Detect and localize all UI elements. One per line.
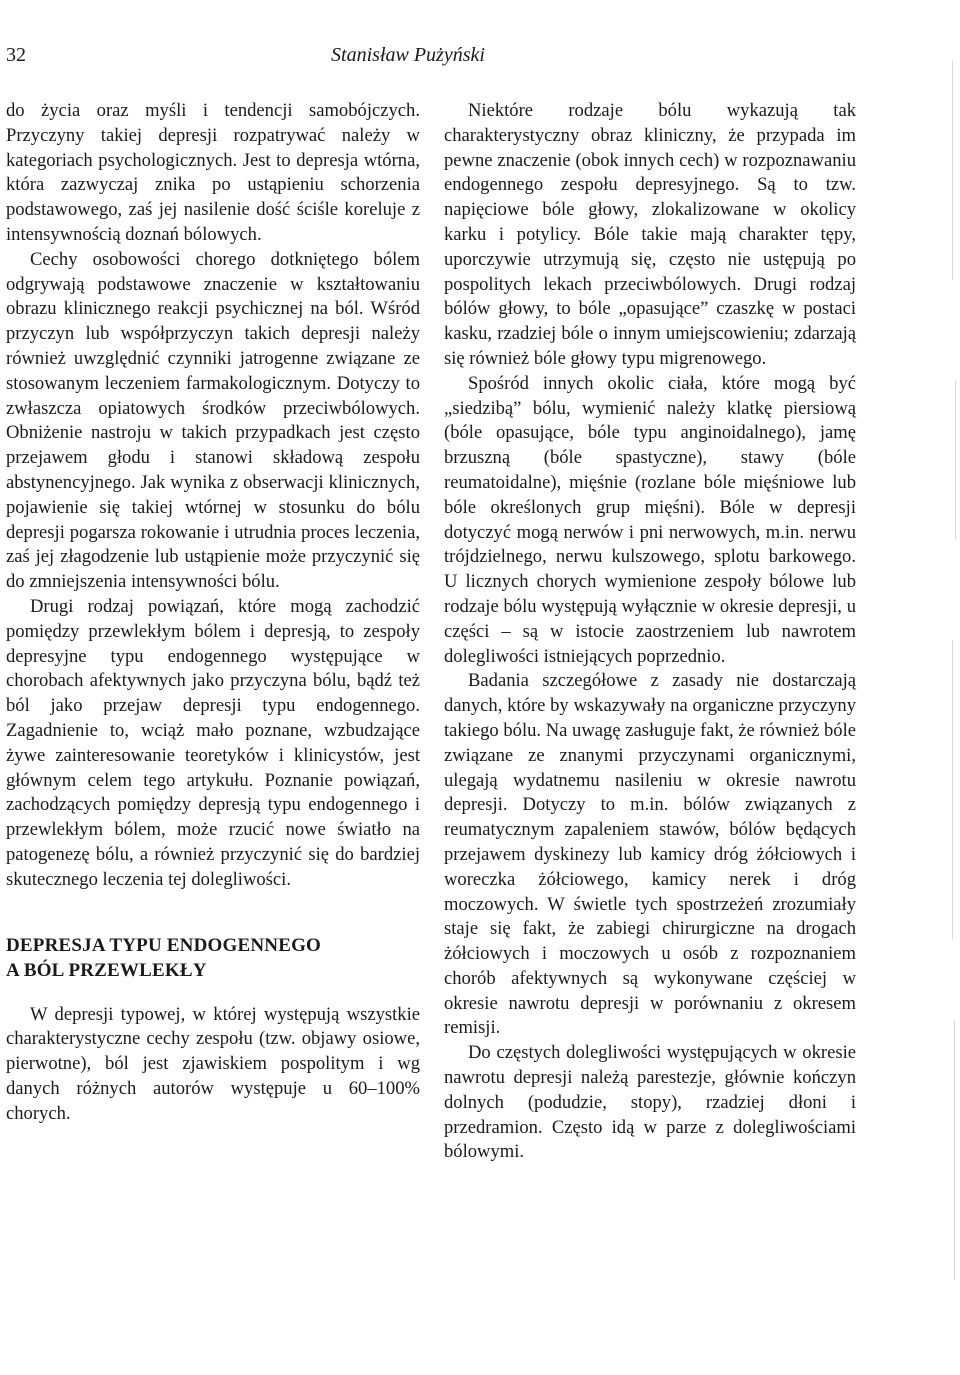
section-heading [6, 933, 420, 983]
page-number: 32 [6, 44, 26, 66]
spacer [6, 983, 420, 1003]
paragraph: Badania szczegółowe z zasady nie dostarczają danych, które by wskazywały na organiczne przyczyny takiego bólu. Na uwagę zasługuje fakt, że również bóle związane ze znanymi przyczynami organicznymi, ulegają wydatnemu nasileniu w okresie nawrotu depresji. Dotyczy to m.in. bólów związanych z reumatycznym zapaleniem stawów, bólów będących przejawem dyskinezy lub kamicy dróg żółciowych i woreczka żółciowego, kamicy nerek i dróg moczowych. W świetle tych spostrzeżeń zrozumiały staje się fakt, że zabiegi chirurgiczne na drogach żółciowych i moczowych u osób z rozpoznaniem chorób afektywnych są wykonywane częściej w okresie nawrotu depresji w porównaniu z okresem remisji. [444, 670, 857, 1039]
section-heading-line: A BÓL PRZEWLEKŁY [6, 959, 207, 981]
paragraph: Niektóre rodzaje bólu wykazują tak charakterystyczny obraz kliniczny, że przypada im pewne znaczenie (obok innych cech) w rozpoznawaniu endogennego zespołu depresyjnego. Są to tzw. napięciowe bóle głowy, zlokalizowane w okolicy karku i potylicy. Bóle takie mają charakter tępy, uporczywie utrzymują się, często nie ustępują po pospolitych lekach przeciwbólowych. Drugi rodzaj bólów głowy, to bóle „opasujące” czaszkę w postaci kasku, rzadziej bóle o innym umiejscowieniu; zdarzają się również bóle głowy typu migrenowego. [444, 100, 856, 369]
spacer [6, 893, 420, 933]
page-header [0, 44, 960, 74]
paragraph: Spośród innych okolic ciała, które mogą być „siedzibą” bólu, wymienić należy klatkę piersiową (bóle opasujące, bóle typu anginoidalnego), jamę brzuszną (bóle spastyczne), stawy (bóle reumatoidalne), mięśnie (rozlane bóle mięśniowe lub bóle określonych grup mięśni). Bóle w depresji dotyczyć mogą nerwów i pni nerwowych, m.in. nerwu trójdzielnego, nerwu kulszowego, splotu barkowego. U licznych chorych wymienione zespoły bólowe lub rodzaje bólu występują wyłącznie w okresie depresji, u części – są w istocie zaostrzeniem lub nawrotem dolegliwości istniejących poprzednio. [444, 372, 856, 667]
left-column [6, 99, 420, 1126]
scan-edge-artifact [930, 0, 960, 1375]
paragraph: Drugi rodzaj powiązań, które mogą zachodzić pomiędzy przewlekłym bólem i depresją, to zespoły depresyjne typu endogennego występujące w chorobach afektywnych jako przyczyna bólu, bądź też ból jako przejaw depresji typu endogennego. Zagadnienie to, wciąż mało poznane, wzbudzające żywe zainteresowanie teoretyków i klinicystów, jest głównym celem tego artykułu. Poznanie powiązań, zachodzących pomiędzy depresją typu endogennego i przewlekłym bólem, może rzucić nowe światło na patogenezę bólu, a również przyczynić się do bardziej skutecznego leczenia tej dolegliwości. [6, 595, 420, 890]
paragraph: do życia oraz myśli i tendencji samobójczych. Przyczyny takiej depresji rozpatrywać należy w kategoriach psychologicznych. Jest to depresja wtórna, która zazwyczaj znika po ustąpieniu schorzenia podstawowego, zaś jej nasilenie dość ściśle koreluje z intensywnością doznań bólowych. [6, 100, 420, 245]
paragraph: Do częstych dolegliwości występujących w okresie nawrotu depresji należą parestezje, głównie kończyn dolnych (podudzie, stopy), rzadziej dłoni i przedramion. Często idą w parze z dolegliwościami bólowymi. [444, 1042, 856, 1163]
section-heading-line: DEPRESJA TYPU ENDOGENNEGO [6, 934, 322, 956]
paragraph: W depresji typowej, w której występują wszystkie charakterystyczne cechy zespołu (tzw. objawy osiowe, pierwotne), ból jest zjawiskiem pospolitym i wg danych różnych autorów występuje u 60–100% chorych. [6, 1003, 420, 1124]
right-column [444, 99, 856, 1165]
paragraph: Cechy osobowości chorego dotkniętego bólem odgrywają podstawowe znaczenie w kształtowaniu obrazu klinicznego reakcji psychicznej na ból. Wśród przyczyn lub współprzyczyn takich depresji należy również uwzględnić czynniki jatrogenne związane ze stosowanym leczeniem farmakologicznym. Dotyczy to zwłaszcza opiatowych środków przeciwbólowych. Obniżenie nastroju w takich przypadkach jest często przejawem głodu i stanowi składową zespołu abstynencyjnego. Jak wynika z obserwacji klinicznych, pojawienie się takiej wtórnej w stosunku do bólu depresji pogarsza rokowanie i utrudnia proces leczenia, zaś jej złagodzenie lub ustąpienie może przyczynić się do zmniejszenia intensywności bólu. [6, 248, 420, 593]
running-title: Stanisław Pużyński [331, 44, 485, 66]
